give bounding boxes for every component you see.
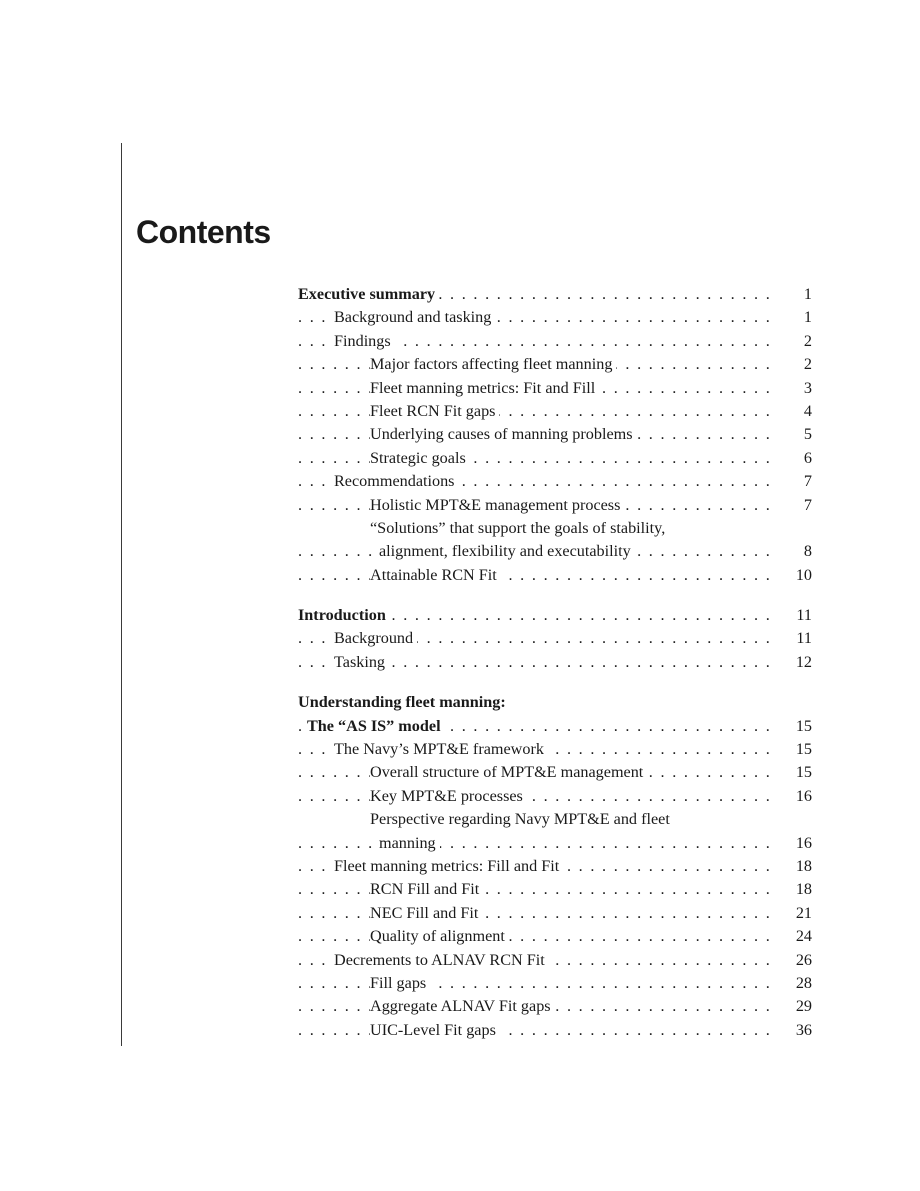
toc-entry-page-number: 21 — [795, 903, 812, 922]
toc-entry-page-number: 2 — [803, 355, 812, 374]
table-of-contents — [298, 283, 812, 1059]
toc-entry-label: Major factors affecting fleet manning — [370, 355, 616, 373]
toc-section — [298, 604, 812, 674]
toc-entry[interactable] — [298, 995, 812, 1018]
toc-entry-page-number: 16 — [795, 833, 812, 852]
toc-entry[interactable] — [298, 1019, 812, 1042]
toc-entry-leader — [298, 627, 770, 650]
toc-entry-label: alignment, flexibility and executability — [379, 542, 635, 560]
toc-entry-leader — [298, 564, 770, 587]
toc-entry[interactable] — [298, 423, 812, 446]
toc-entry-page-number: 5 — [803, 425, 812, 444]
toc-entry-page-number: 16 — [795, 786, 812, 805]
toc-entry-page-number: 1 — [803, 285, 812, 303]
toc-entry-label: Attainable RCN Fit — [370, 566, 501, 584]
toc-entry-leader — [298, 972, 770, 995]
toc-entry[interactable] — [298, 564, 812, 587]
toc-entry-leader — [298, 691, 770, 714]
toc-entry[interactable] — [298, 902, 812, 925]
toc-entry-label: Key MPT&E processes — [370, 787, 527, 805]
toc-entry[interactable] — [298, 377, 812, 400]
toc-entry-label: Strategic goals — [370, 449, 470, 467]
toc-entry[interactable] — [298, 651, 812, 674]
toc-entry-label: Background and tasking — [334, 308, 495, 326]
toc-entry[interactable] — [298, 400, 812, 423]
toc-entry[interactable] — [298, 738, 812, 761]
toc-entry[interactable] — [298, 761, 812, 784]
toc-entry-leader — [298, 1019, 770, 1042]
toc-entry-page-number: 11 — [796, 606, 812, 625]
toc-entry-page-number: 18 — [795, 856, 812, 875]
toc-entry-page-number: 24 — [795, 927, 812, 946]
toc-entry-page-number: 29 — [795, 997, 812, 1016]
toc-entry-page-number: 12 — [795, 652, 812, 671]
toc-entry-label: Underlying causes of manning problems — [370, 425, 637, 443]
toc-entry-page-number: 8 — [803, 542, 812, 561]
toc-entry-leader — [298, 651, 770, 674]
toc-entry-leader — [298, 808, 770, 831]
toc-entry-leader — [298, 785, 770, 808]
toc-entry[interactable] — [298, 878, 812, 901]
toc-entry-label: Fleet manning metrics: Fill and Fit — [334, 857, 563, 875]
toc-entry-label: Fleet RCN Fit gaps — [370, 402, 499, 420]
toc-entry-page-number: 15 — [795, 716, 812, 735]
toc-entry-leader — [298, 423, 770, 446]
toc-entry[interactable] — [298, 715, 812, 738]
toc-entry-page-number: 2 — [803, 331, 812, 350]
toc-entry-label: Quality of alignment — [370, 927, 509, 945]
toc-entry-label: “Solutions” that support the goals of stability, — [370, 519, 669, 537]
toc-entry-label: Introduction — [298, 606, 390, 624]
toc-entry[interactable] — [298, 855, 812, 878]
toc-entry-leader — [298, 761, 770, 784]
toc-entry[interactable] — [298, 283, 812, 306]
toc-entry[interactable] — [298, 691, 812, 714]
toc-entry[interactable] — [298, 832, 812, 855]
toc-entry-page-number: 28 — [795, 973, 812, 992]
toc-entry-label: Overall structure of MPT&E management — [370, 763, 647, 781]
toc-entry-leader — [298, 377, 770, 400]
toc-entry-leader — [298, 447, 770, 470]
toc-entry-leader — [298, 283, 770, 306]
toc-entry-leader — [298, 949, 770, 972]
toc-entry-leader — [298, 995, 770, 1018]
toc-entry-page-number: 15 — [795, 740, 812, 759]
toc-entry[interactable] — [298, 949, 812, 972]
toc-entry[interactable] — [298, 447, 812, 470]
toc-entry-leader — [298, 540, 770, 563]
toc-entry-leader — [298, 353, 770, 376]
toc-entry-label: Fill gaps — [370, 974, 430, 992]
toc-entry-label: NEC Fill and Fit — [370, 904, 482, 922]
toc-entry-label: Background — [334, 629, 417, 647]
toc-entry[interactable] — [298, 925, 812, 948]
toc-entry-page-number: 10 — [795, 565, 812, 584]
toc-entry[interactable] — [298, 330, 812, 353]
toc-entry[interactable] — [298, 972, 812, 995]
toc-entry-leader — [298, 330, 770, 353]
toc-entry-leader — [298, 517, 770, 540]
toc-entry[interactable] — [298, 627, 812, 650]
toc-entry-label: RCN Fill and Fit — [370, 880, 483, 898]
toc-entry-label: The “AS IS” model — [307, 717, 445, 735]
toc-entry-page-number: 18 — [795, 880, 812, 899]
toc-entry-page-number: 6 — [803, 448, 812, 467]
toc-entry-label: Holistic MPT&E management process — [370, 496, 624, 514]
page-title: Contents — [136, 214, 271, 250]
toc-entry-label: Fleet manning metrics: Fit and Fill — [370, 379, 599, 397]
toc-entry-leader — [298, 925, 770, 948]
toc-entry-leader — [298, 855, 770, 878]
toc-entry-label: manning — [379, 834, 440, 852]
toc-entry[interactable] — [298, 808, 812, 831]
toc-entry[interactable] — [298, 517, 812, 540]
toc-entry-leader — [298, 470, 770, 493]
toc-section — [298, 283, 812, 587]
toc-entry-label: Decrements to ALNAV RCN Fit — [334, 951, 549, 969]
toc-entry[interactable] — [298, 306, 812, 329]
toc-entry-page-number: 26 — [795, 950, 812, 969]
toc-entry-leader — [298, 306, 770, 329]
toc-entry-leader — [298, 400, 770, 423]
toc-entry-label: Recommendations — [334, 472, 458, 490]
toc-entry-page-number: 3 — [803, 378, 812, 397]
toc-entry-label: Perspective regarding Navy MPT&E and fleet — [370, 810, 674, 828]
toc-entry-label: Tasking — [334, 653, 389, 671]
toc-entry-label: UIC-Level Fit gaps — [370, 1021, 500, 1039]
toc-entry-leader — [298, 832, 770, 855]
toc-entry[interactable] — [298, 470, 812, 493]
toc-entry-leader — [298, 604, 770, 627]
toc-entry-label: Aggregate ALNAV Fit gaps — [370, 997, 555, 1015]
margin-rule — [121, 143, 122, 1046]
toc-entry-leader — [298, 715, 770, 738]
toc-entry[interactable] — [298, 353, 812, 376]
toc-entry[interactable] — [298, 540, 812, 563]
toc-entry-label: Findings — [334, 332, 395, 350]
toc-entry-page-number: 11 — [796, 629, 812, 648]
toc-entry-page-number: 1 — [803, 308, 812, 327]
toc-entry-leader — [298, 902, 770, 925]
toc-entry-label: The Navy’s MPT&E framework — [334, 740, 548, 758]
toc-entry[interactable] — [298, 604, 812, 627]
toc-entry[interactable] — [298, 785, 812, 808]
toc-section — [298, 691, 812, 1042]
toc-entry-leader — [298, 494, 770, 517]
toc-entry-leader — [298, 878, 770, 901]
toc-entry-label: Understanding fleet manning: — [298, 693, 510, 711]
toc-entry-page-number: 7 — [803, 495, 812, 514]
toc-entry-page-number: 15 — [795, 763, 812, 782]
toc-entry-page-number: 4 — [803, 401, 812, 420]
toc-entry-leader — [298, 738, 770, 761]
toc-entry-label: Executive summary — [298, 285, 439, 303]
toc-entry-page-number: 36 — [795, 1020, 812, 1039]
toc-entry-page-number: 7 — [803, 472, 812, 491]
toc-entry[interactable] — [298, 494, 812, 517]
